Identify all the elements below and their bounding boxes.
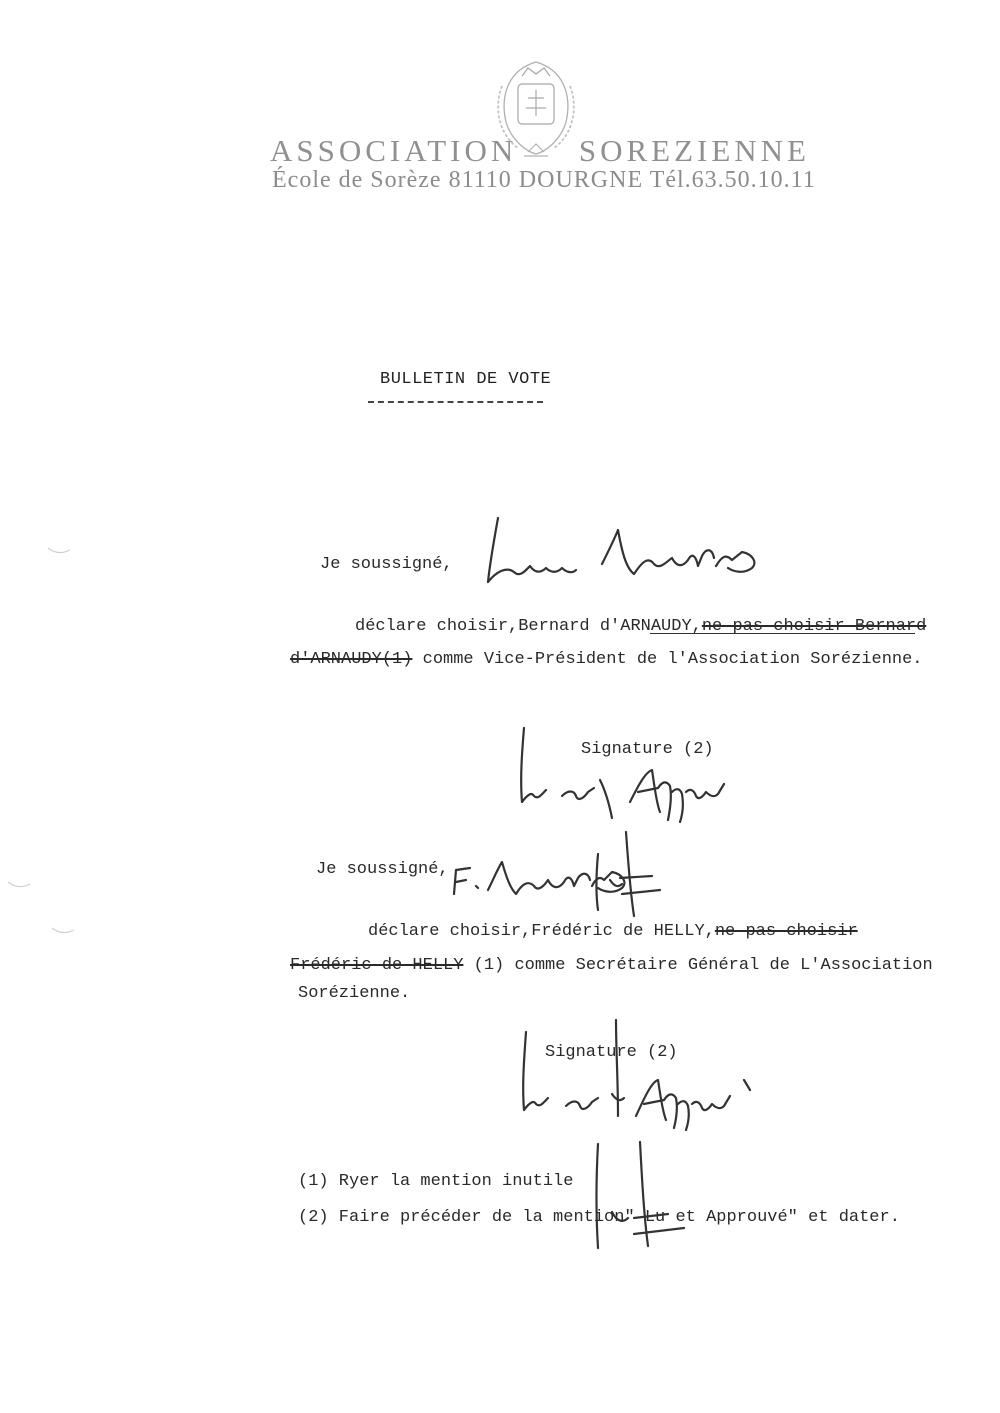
scan-mark-3 — [48, 920, 88, 950]
letterhead-org-left: ASSOCIATION — [270, 133, 518, 168]
vote2-choice: déclare choisir,Frédéric de HELLY, — [368, 922, 715, 941]
vote2-role-line-2: Sorézienne. — [298, 984, 411, 1003]
vote1-struck-option-cont: d'ARNAUDY(1) — [290, 650, 413, 669]
scan-mark-1 — [44, 520, 84, 560]
vote1-role: comme Vice-Président de l'Association Sorézienne. — [412, 650, 923, 669]
letterhead-org-right: SOREZIENNE — [578, 133, 810, 168]
vote2-signature-label: Signature (2) — [545, 1043, 678, 1062]
vote2-struck-option: ne pas choisir — [714, 922, 858, 941]
vote2-intro: Je soussigné, — [316, 860, 449, 879]
vote2-declaration-line — [368, 922, 858, 941]
vote1-choice: déclare choisir,Bernard d'ARNAUDY, — [355, 617, 702, 636]
vote1-struck-option: ne pas choisir Bernard — [701, 617, 927, 636]
vote1-strike-extension — [650, 633, 915, 634]
vote1-role-line — [290, 650, 923, 669]
vote1-handwritten-approval — [510, 722, 740, 822]
footnote-handwritten-initials — [588, 1140, 708, 1250]
footnote-2: (2) Faire précéder de la mention" Lu et Approuvé" et dater. — [298, 1208, 900, 1227]
vote1-handwritten-name — [476, 512, 766, 592]
footnote-1: (1) Ryer la mention inutile — [298, 1172, 574, 1191]
page-title: BULLETIN DE VOTE — [380, 370, 552, 389]
vote1-signature-label: Signature (2) — [581, 740, 714, 759]
letterhead-address: École de Sorèze 81110 DOURGNE Tél.63.50.10.11 — [272, 167, 816, 193]
letterhead-org-name — [270, 133, 810, 169]
vote2-struck-option-cont: Frédéric de HELLY — [290, 956, 464, 975]
vote2-role-line — [290, 956, 933, 975]
vote2-handwritten-name — [448, 820, 678, 910]
vote2-role: (1) comme Secrétaire Général de L'Association — [463, 956, 933, 975]
vote2-handwritten-approval — [512, 1020, 772, 1130]
scan-mark-2 — [4, 872, 44, 902]
vote1-intro: Je soussigné, — [320, 555, 453, 574]
title-underline — [368, 401, 543, 403]
